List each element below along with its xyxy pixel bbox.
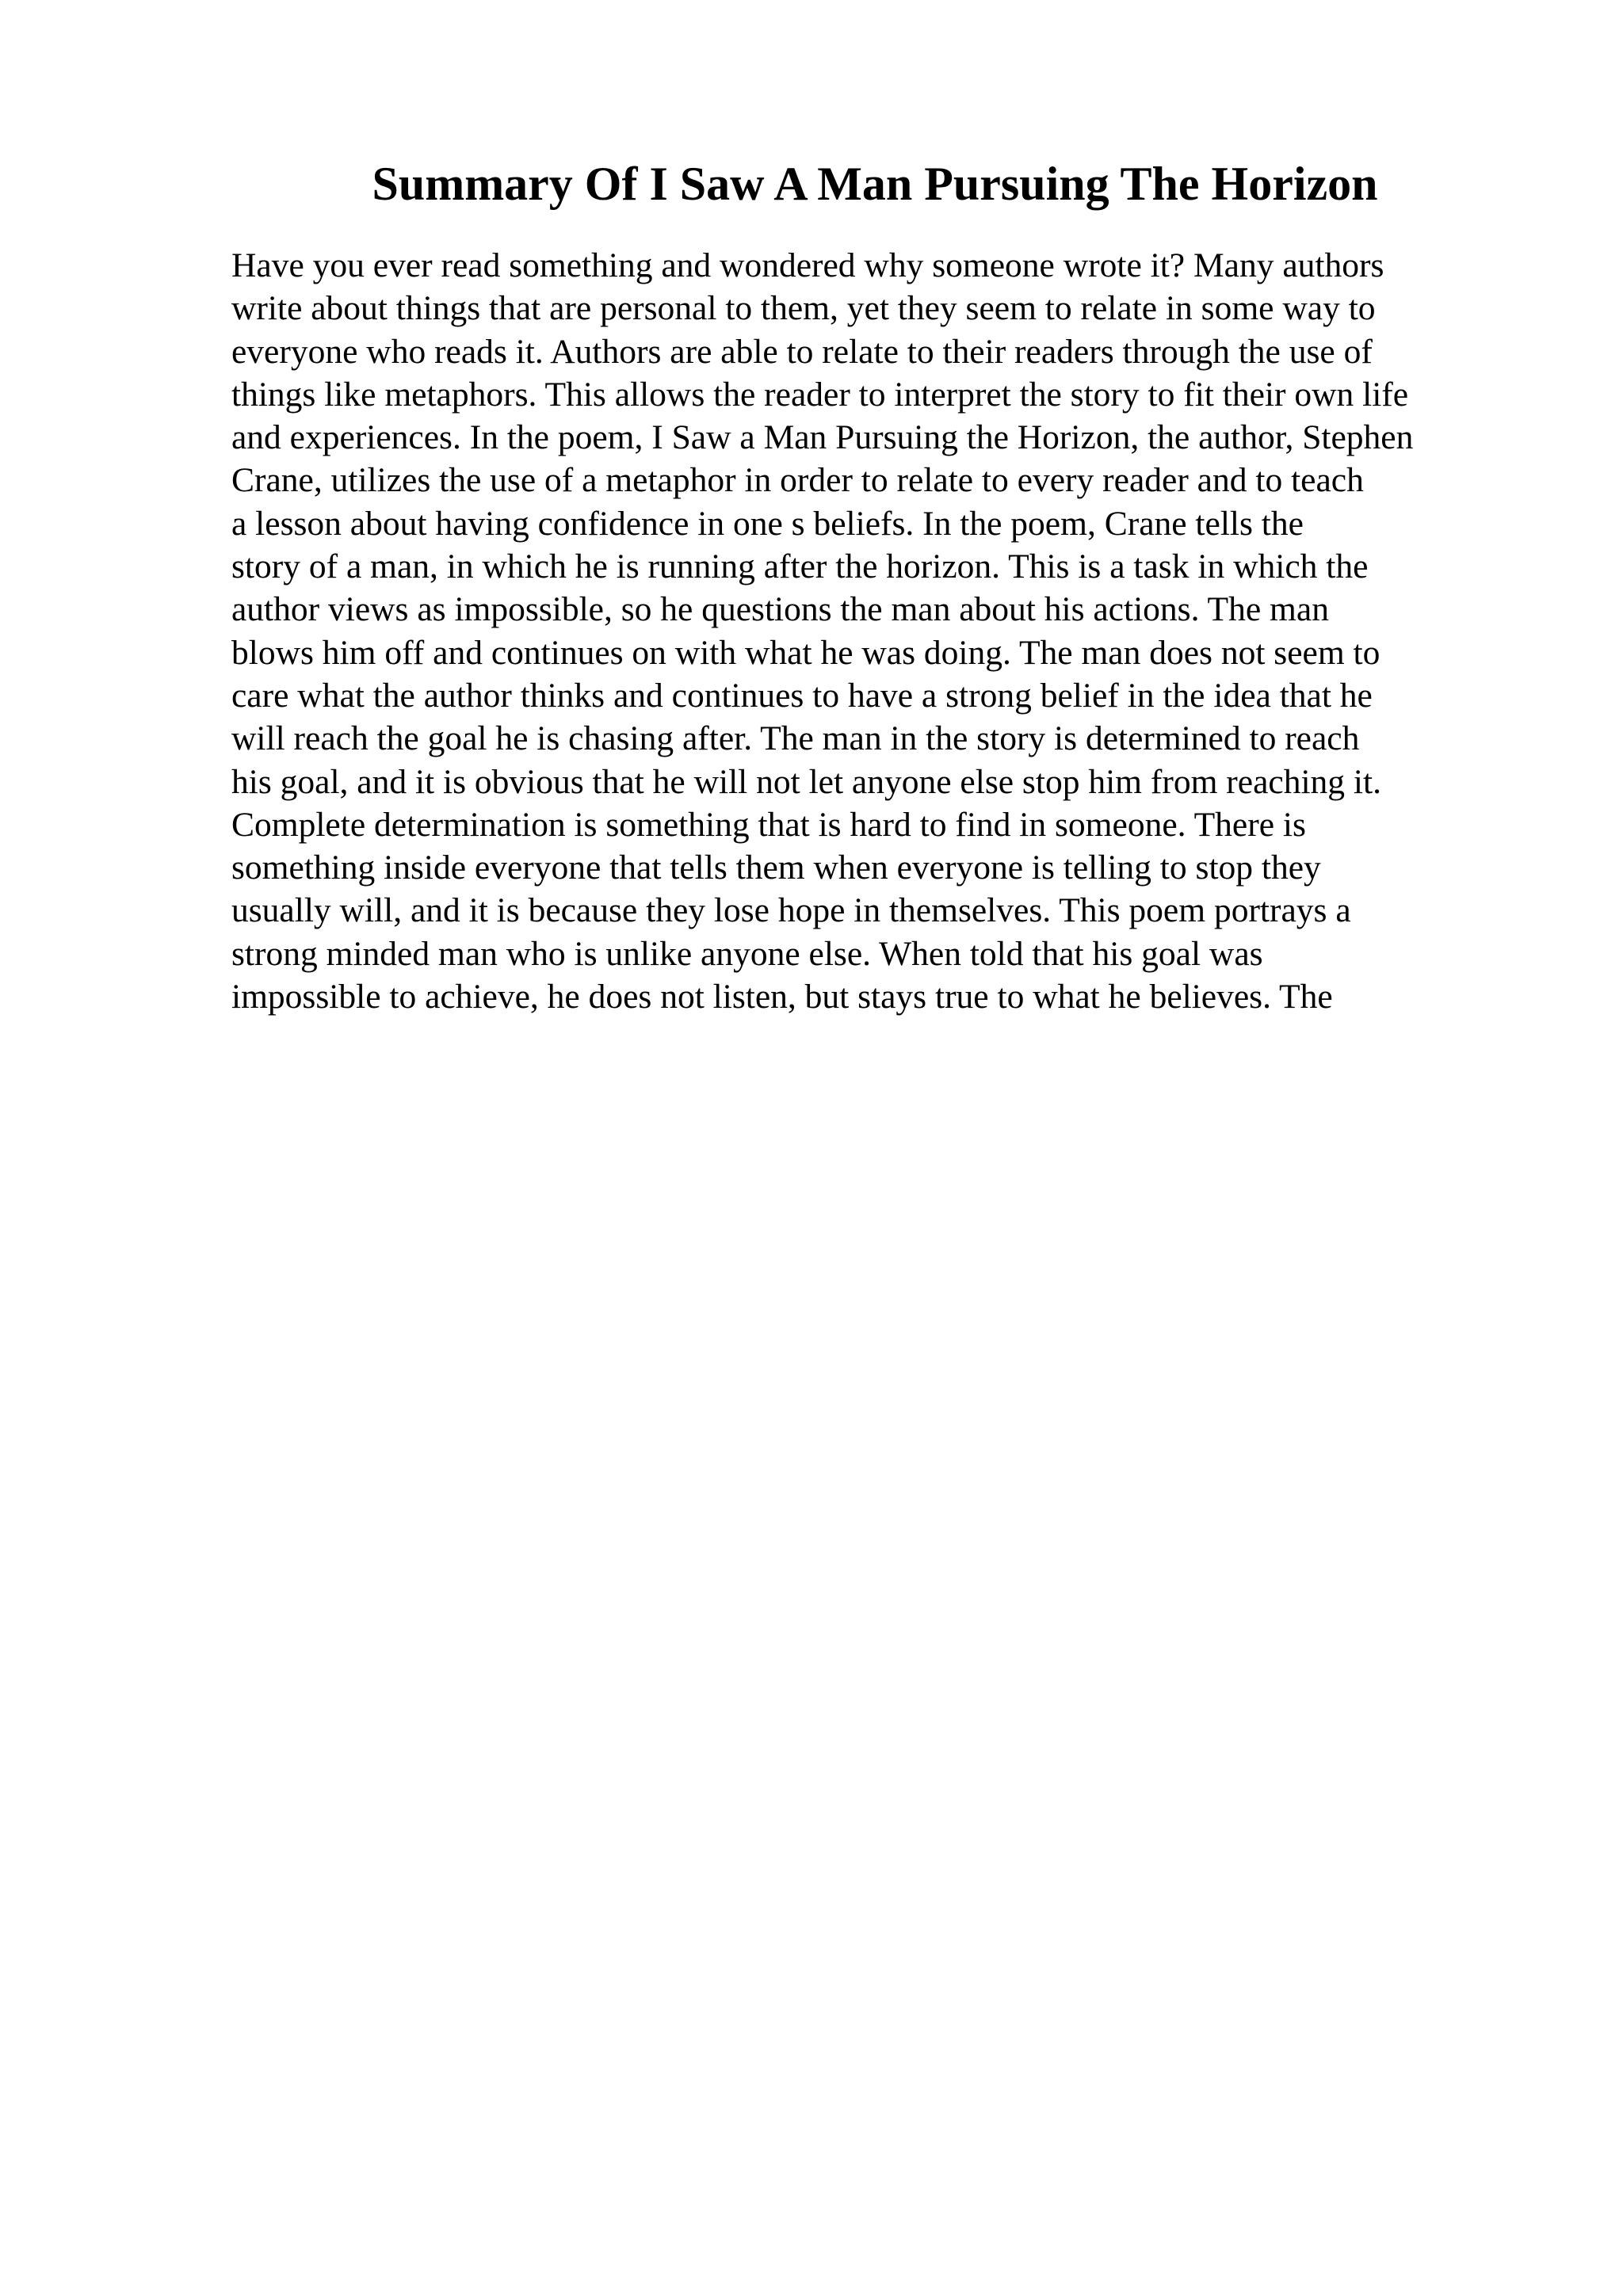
body-line: blows him off and continues on with what he was doing. The man does not seem to: [231, 633, 1381, 672]
body-line: write about things that are personal to them, yet they seem to relate in some way to: [231, 289, 1376, 328]
body-line: author views as impossible, so he questions the man about his actions. The man: [231, 590, 1329, 629]
document-body: [231, 244, 1579, 1018]
body-line: story of a man, in which he is running after the horizon. This is a task in which the: [231, 547, 1369, 586]
body-line: strong minded man who is unlike anyone else. When told that his goal was: [231, 934, 1263, 973]
body-line: everyone who reads it. Authors are able to relate to their readers through the use of: [231, 332, 1373, 371]
body-line: his goal, and it is obvious that he will not let anyone else stop him from reaching it.: [231, 762, 1381, 801]
body-line: Have you ever read something and wondered why someone wrote it? Many authors: [231, 246, 1384, 284]
body-line: something inside everyone that tells them when everyone is telling to stop they: [231, 849, 1321, 887]
body-line: usually will, and it is because they lose hope in themselves. This poem portrays a: [231, 891, 1351, 930]
body-line: things like metaphors. This allows the reader to interpret the story to fit their own life: [231, 375, 1409, 414]
body-line: a lesson about having confidence in one s beliefs. In the poem, Crane tells the: [231, 504, 1304, 543]
body-line: Complete determination is something that is hard to find in someone. There is: [231, 805, 1306, 844]
body-line: care what the author thinks and continues to have a strong belief in the idea that he: [231, 676, 1373, 715]
body-line: will reach the goal he is chasing after. The man in the story is determined to reach: [231, 719, 1360, 758]
document-title: Summary Of I Saw A Man Pursuing The Horizon: [372, 158, 1378, 210]
body-line: Crane, utilizes the use of a metaphor in order to relate to every reader and to teach: [231, 461, 1364, 500]
body-line: and experiences. In the poem, I Saw a Man Pursuing the Horizon, the author, Stephen: [231, 418, 1414, 457]
body-line: impossible to achieve, he does not listen, but stays true to what he believes. The: [231, 978, 1333, 1016]
